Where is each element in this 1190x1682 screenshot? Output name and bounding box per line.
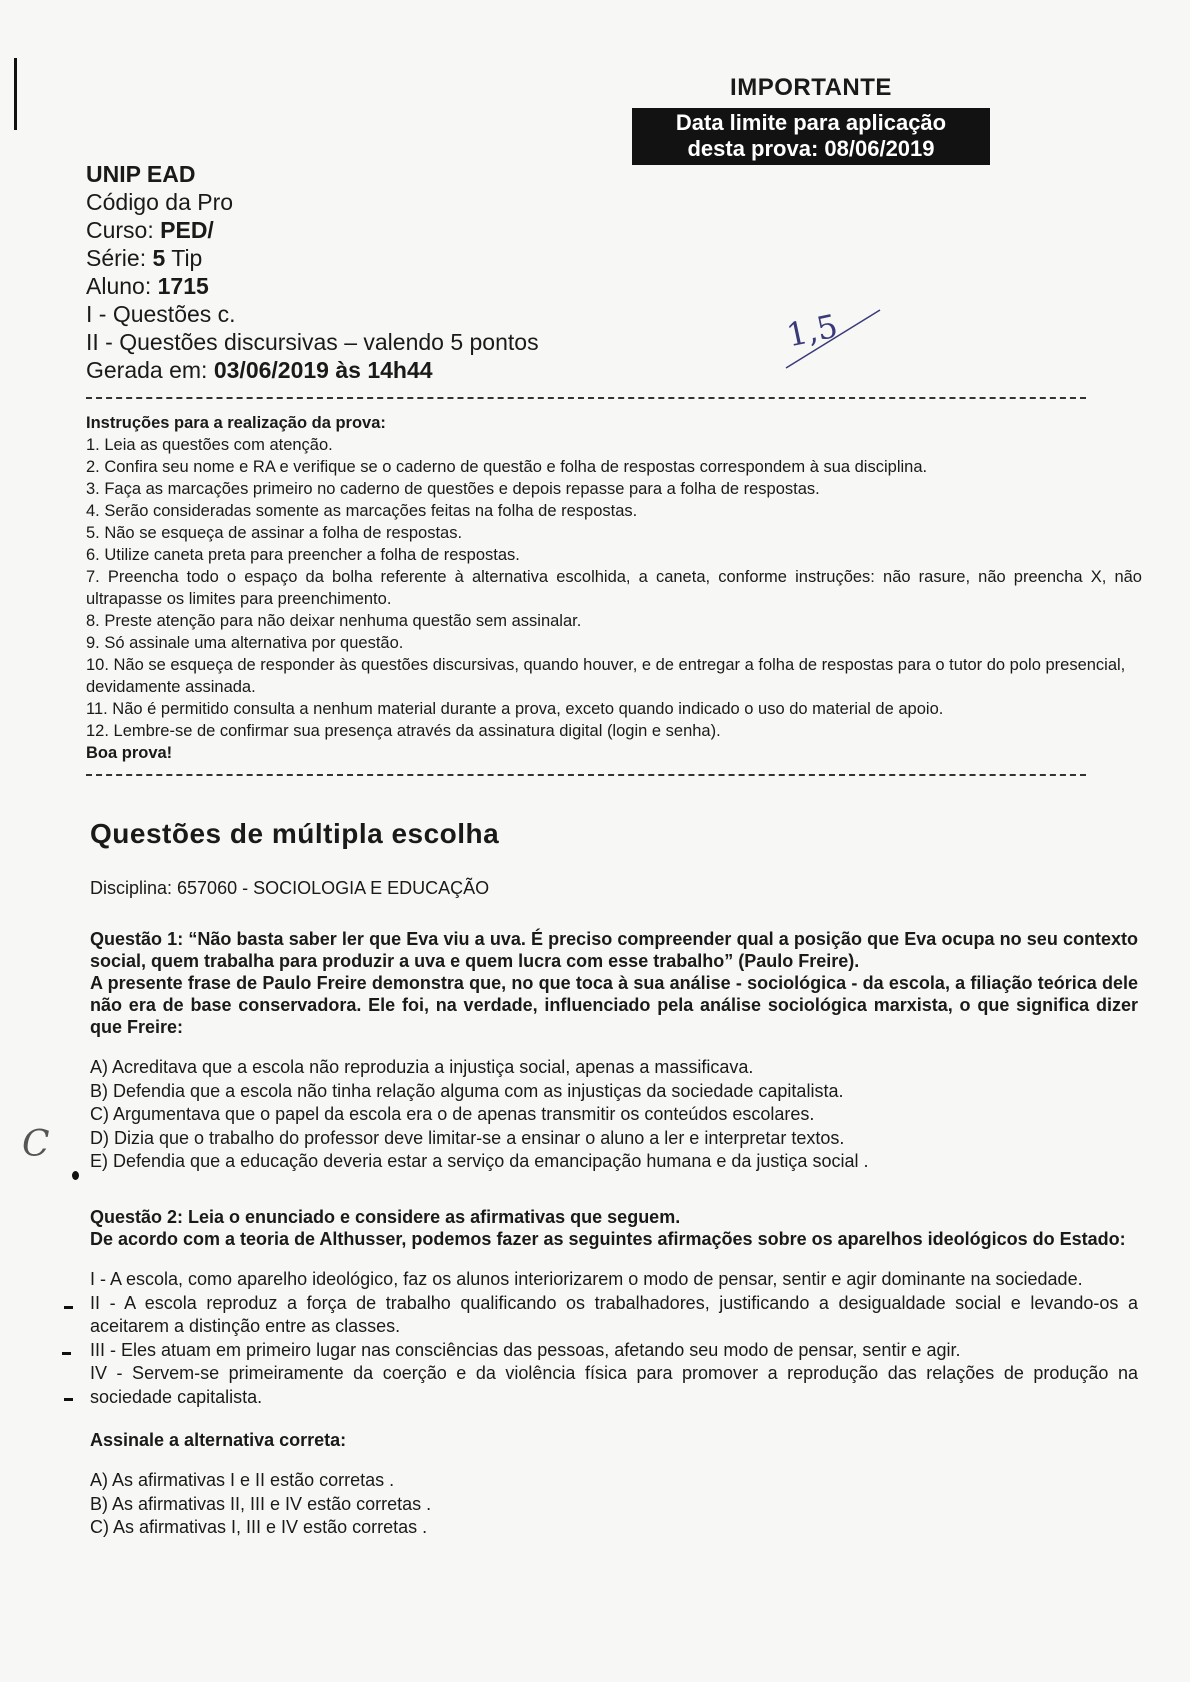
important-notice	[632, 74, 990, 165]
important-title: IMPORTANTE	[730, 74, 892, 101]
option-a: A) Acreditava que a escola não reproduzia a injustiça social, apenas a massificava.	[90, 1057, 754, 1077]
instruction-item: 3. Faça as marcações primeiro no caderno de questões e depois repasse para a folha de respostas.	[86, 480, 820, 498]
instruction-item: 10. Não se esqueça de responder às questões discursivas, quando houver, e de entregar a folha de respostas para o tutor do polo presencial, devidamente assinada.	[86, 656, 1126, 696]
instruction-item: 4. Serão consideradas somente as marcações feitas na folha de respostas.	[86, 502, 638, 520]
instruction-item: 5. Não se esqueça de assinar a folha de respostas.	[86, 524, 463, 542]
exam-header	[86, 160, 539, 384]
discipline: Disciplina: 657060 - SOCIOLOGIA E EDUCAÇÃO	[90, 878, 490, 898]
instructions-title: Instruções para a realização da prova:	[86, 414, 386, 432]
instruction-item: 2. Confira seu nome e RA e verifique se o caderno de questão e folha de respostas correspondem à sua disciplina.	[86, 458, 928, 476]
question-1	[90, 928, 1138, 1174]
question-2-stem: Questão 2: Leia o enunciado e considere as afirmativas que seguem.	[90, 1207, 681, 1227]
option-a: A) As afirmativas I e II estão corretas .	[90, 1470, 395, 1490]
question-1-stem: Questão 1: “Não basta saber ler que Eva viu a uva. É preciso compreender qual a posição que Eva ocupa no seu contexto social, quem trabalha para produzir a uva e quem lucra com esse trabalho” (Paulo Freire).	[90, 929, 1138, 971]
handwritten-c-text: C	[22, 1124, 50, 1164]
instruction-item: 12. Lembre-se de confirmar sua presença através da assinatura digital (login e senha).	[86, 722, 721, 740]
codigo-line: Código da Pro	[86, 189, 234, 215]
deadline-line-1: Data limite para aplicação	[675, 110, 947, 135]
grade-text: 1,5	[783, 306, 841, 355]
serie-line: Série: 5 Tip	[86, 245, 203, 271]
margin-dash-mark	[64, 1306, 73, 1309]
option-c: C) Argumentava que o papel da escola era o de apenas transmitir os conteúdos escolares.	[90, 1104, 815, 1124]
part2-line: II - Questões discursivas – valendo 5 pontos	[86, 329, 539, 355]
option-d: D) Dizia que o trabalho do professor deve limitar-se a ensinar o aluno a ler e interpretar textos.	[90, 1127, 845, 1148]
margin-dash-mark	[64, 1398, 73, 1401]
question-1-stem-2: A presente frase de Paulo Freire demonstra que, no que toca à sua análise - sociológica - da escola, a filiação teórica dele não era de base conservadora. Ele foi, na verdade, influenciado pela análise sociológica marxista, o que significa dizer que Freire:	[90, 973, 1138, 1037]
part1-line: I - Questões c.	[86, 301, 236, 327]
aluno-line: Aluno: 1715	[86, 273, 209, 299]
instruction-item: 11. Não é permitido consulta a nenhum material durante a prova, exceto quando indicado o uso do material de apoio.	[86, 700, 944, 718]
curso-line: Curso: PED/	[86, 217, 214, 243]
option-b: B) Defendia que a escola não tinha relação alguma com as injustiças da sociedade capitalista.	[90, 1080, 844, 1101]
section-title: Questões de múltipla escolha	[90, 818, 500, 849]
instruction-item: 6. Utilize caneta preta para preencher a folha de respostas.	[86, 546, 520, 564]
handwritten-grade	[780, 296, 890, 376]
statement-iii: III - Eles atuam em primeiro lugar nas consciências das pessoas, afetando seu modo de pensar, sentir e agir.	[90, 1339, 961, 1360]
statement-ii: II - A escola reproduz a força de trabalho qualificando os trabalhadores, justificando a desigualdade social e levando-os a aceitarem a distinção entre as classes.	[90, 1292, 1138, 1336]
question-2-prompt: Assinale a alternativa correta:	[90, 1430, 347, 1450]
question-2	[90, 1206, 1138, 1540]
deadline-box	[632, 108, 990, 165]
instruction-item: 7. Preencha todo o espaço da bolha referente à alternativa escolhida, a caneta, conforme instruções: não rasure, não preencha X, não ultrapasse os limites para preenchimento.	[86, 568, 1142, 608]
option-e: E) Defendia que a educação deveria estar a serviço da emancipação humana e da justiça social .	[90, 1151, 869, 1171]
gerada-line: Gerada em: 03/06/2019 às 14h44	[86, 357, 433, 383]
question-2-stem-2: De acordo com a teoria de Althusser, podemos fazer as seguintes afirmações sobre os aparelhos ideológicos do Estado:	[90, 1229, 1126, 1249]
deadline-line-2: desta prova: 08/06/2019	[687, 136, 935, 161]
question-1-options	[90, 1056, 1138, 1174]
question-2-options	[90, 1469, 1138, 1540]
instructions-closing: Boa prova!	[86, 744, 173, 762]
option-b: B) As afirmativas II, III e IV estão corretas .	[90, 1493, 432, 1514]
instructions	[86, 412, 1142, 764]
margin-line	[14, 58, 17, 130]
statement-i: I - A escola, como aparelho ideológico, faz os alunos interiorizarem o modo de pensar, sentir e agir dominante na sociedade.	[90, 1269, 1083, 1289]
selected-bullet-mark	[72, 1171, 79, 1180]
divider-bottom	[86, 774, 1086, 776]
statement-iv: IV - Servem-se primeiramente da coerção e da violência física para promover a reprodução das relações de produção na sociedade capitalista.	[90, 1363, 1138, 1407]
instruction-item: 9. Só assinale uma alternativa por questão.	[86, 634, 404, 652]
instruction-item: 8. Preste atenção para não deixar nenhuma questão sem assinalar.	[86, 612, 582, 630]
institution: UNIP EAD	[86, 161, 196, 187]
divider-top	[86, 397, 1086, 399]
margin-dash-mark	[62, 1352, 71, 1355]
option-c: C) As afirmativas I, III e IV estão corretas .	[90, 1517, 428, 1537]
instruction-item: 1. Leia as questões com atenção.	[86, 436, 333, 454]
question-2-statements	[90, 1268, 1138, 1409]
handwritten-c-mark	[20, 1124, 68, 1164]
